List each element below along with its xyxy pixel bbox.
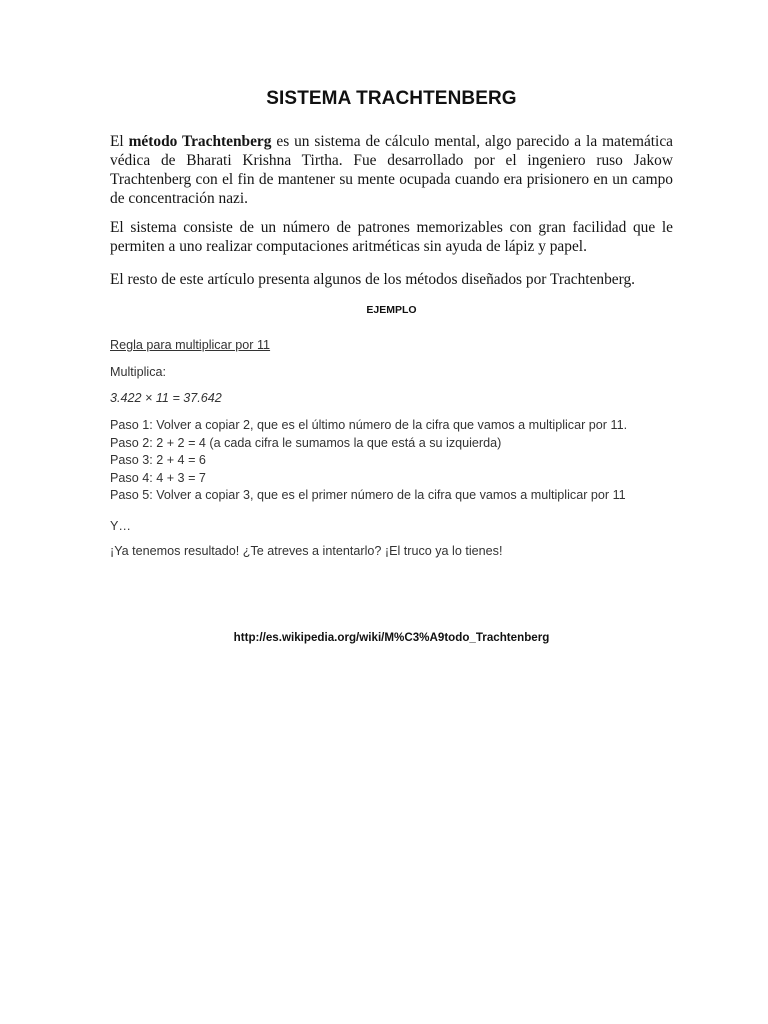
step-item: Paso 5: Volver a copiar 3, que es el primer número de la cifra que vamos a multiplicar por 11 (110, 488, 626, 502)
ellipsis-line: Y… (110, 519, 131, 533)
example-heading: EJEMPLO (366, 304, 417, 316)
steps-list (110, 417, 690, 505)
intro-bold-term: método Trachtenberg (128, 133, 272, 150)
source-link[interactable]: http://es.wikipedia.org/wiki/M%C3%A9todo_Trachtenberg (233, 631, 550, 644)
rest-paragraph: El resto de este artículo presenta algunos de los métodos diseñados por Trachtenberg. (110, 271, 636, 288)
intro-post: es un sistema de cálculo mental, algo parecido a la matemática védica de Bharati Krishna Tirtha. Fue desarrollado por el ingeniero ruso Jakow Trachtenberg con el fin de mantener su mente ocupada cuando era prisionero en un campo de concentración nazi. (110, 133, 673, 207)
page-title: SISTEMA TRACHTENBERG (266, 88, 517, 109)
multiplica-label: Multiplica: (110, 365, 166, 379)
rule-title: Regla para multiplicar por 11 (110, 338, 271, 352)
step-item: Paso 3: 2 + 4 = 6 (110, 453, 206, 467)
system-paragraph: El sistema consiste de un número de patrones memorizables con gran facilidad que le permiten a uno realizar computaciones aritméticas sin ayuda de lápiz y papel. (110, 219, 673, 255)
intro-paragraph (110, 132, 673, 208)
step-item: Paso 4: 4 + 3 = 7 (110, 470, 206, 485)
step-item: Paso 1: Volver a copiar 2, que es el último número de la cifra que vamos a multiplicar por 11. (110, 418, 628, 432)
step-item: Paso 2: 2 + 2 = 4 (a cada cifra le sumamos la que está a su izquierda) (110, 435, 502, 450)
document-page (110, 0, 673, 1024)
intro-pre: El (110, 133, 129, 150)
conclusion-line: ¡Ya tenemos resultado! ¿Te atreves a intentarlo? ¡El truco ya lo tienes! (110, 544, 503, 558)
example-formula: 3.422 × 11 = 37.642 (110, 391, 222, 405)
